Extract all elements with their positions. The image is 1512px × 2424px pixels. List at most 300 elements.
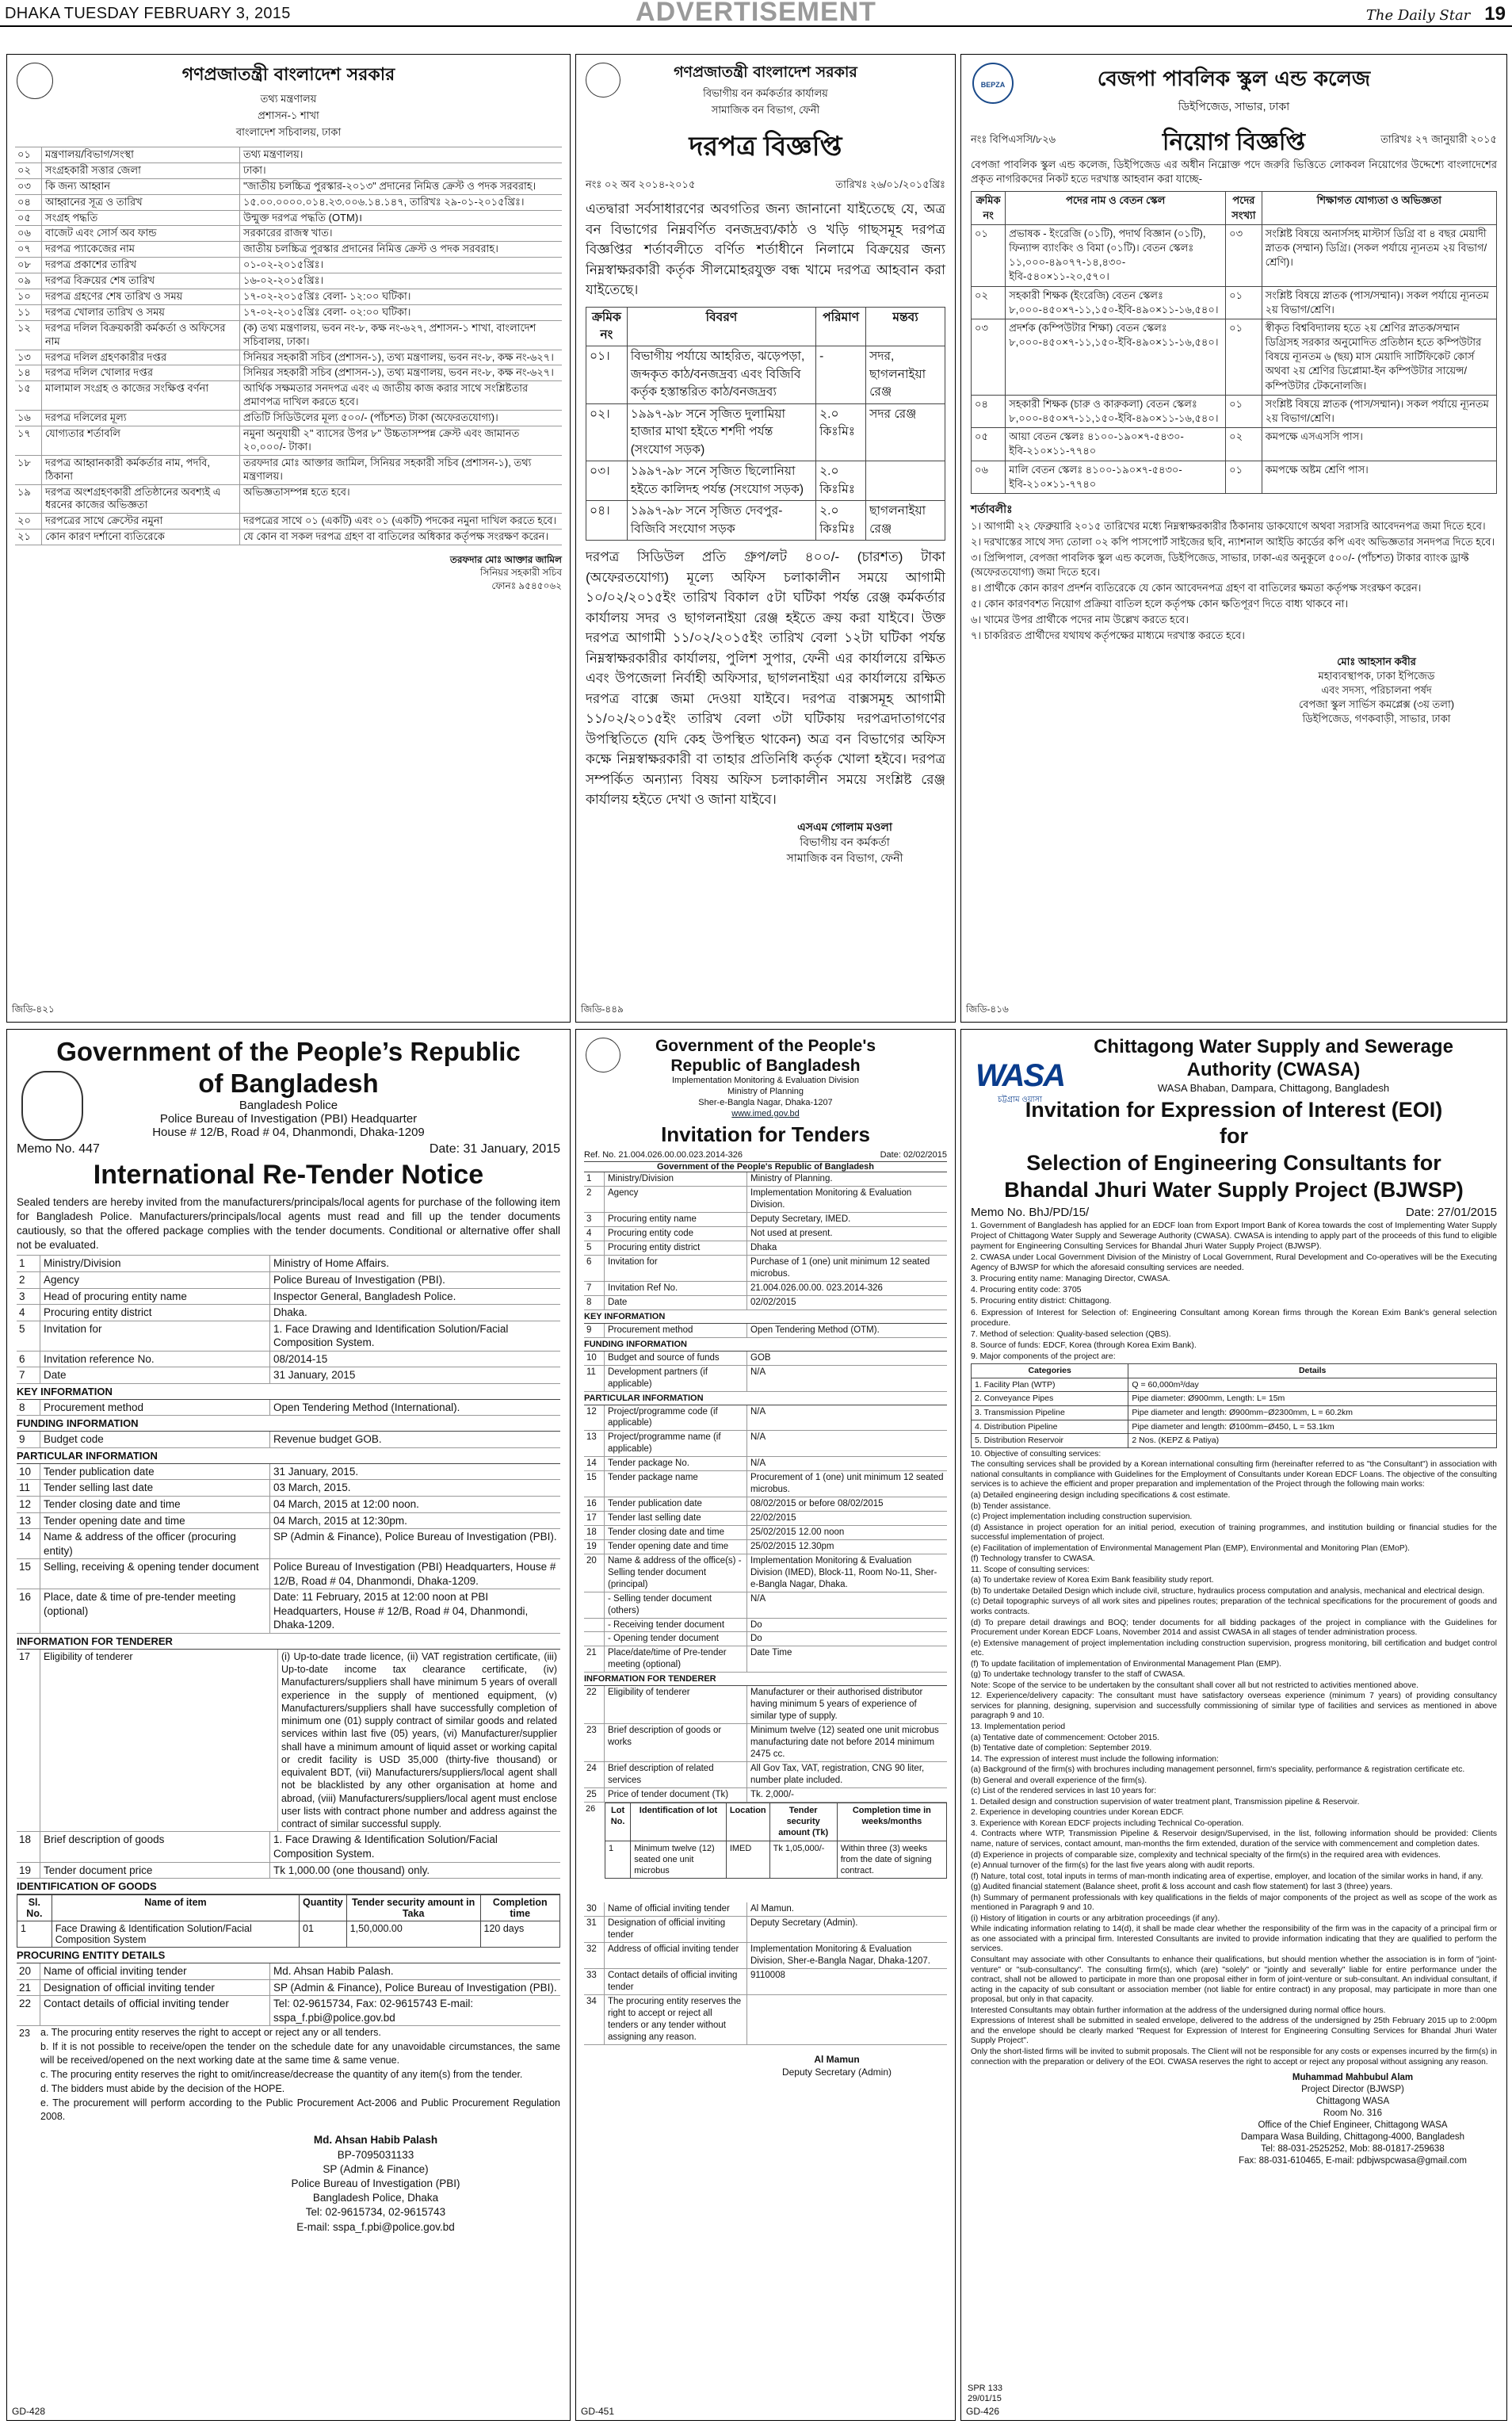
- ad3-sign-title: মহাব্যবস্থাপক, ঢাকা ইপিজেড: [1318, 669, 1435, 682]
- row-number: ১৮: [15, 456, 42, 484]
- table-row: [584, 1788, 947, 1803]
- paragraph: (a) Tentative date of commencement: October 2015.: [971, 1733, 1159, 1742]
- ad-imed-tender: [575, 1029, 956, 2421]
- table-row: [15, 321, 562, 350]
- row-value: প্রতিটি সিডিউলের মূল্য ৫০০/- (পাঁচশত) টাকা (অফেরতযোগ্য)।: [243, 411, 498, 424]
- ad3-posts-table: [971, 191, 1497, 494]
- ad5-date: Date: 02/02/2015: [880, 1150, 947, 1160]
- table-cell: 5. Distribution Reservoir: [972, 1434, 1128, 1448]
- ad3-signature: [1256, 655, 1497, 727]
- row-value: 22/02/2015: [750, 1513, 796, 1523]
- row-value: Tk. 2,000/-: [750, 1789, 794, 1799]
- paragraph: (c) List of the rendered services in last 10 years for:: [971, 1787, 1157, 1796]
- note-item: e. The procurement will perform according to the Public Procurement Act-2006 and Public Procurement Regulation 2008.: [40, 2097, 560, 2122]
- ad4-intro: Sealed tenders are hereby invited from the manufacturers/principals/local agents for purchase of the following item for Bangladesh Police. Manufacturers/principals/local agents must read and fill up the tender documents cautiously, so that the offered package complies with the tender documents. Conditional or alternative offer shall not be evaluated.: [17, 1196, 560, 1251]
- ad4-signature: [191, 2133, 560, 2235]
- row-value: 04 March, 2015 at 12:30pm.: [273, 1514, 407, 1527]
- ad1-header: গণপ্রজাতন্ত্রী বাংলাদেশ সরকার: [181, 65, 395, 85]
- ad3-intro: বেপজা পাবলিক স্কুল এন্ড কলেজ, ডিইপিজেড এর অধীন নিম্নোক্ত পদে জরুরি ভিত্তিতে লোকবল নিয়োগের উদ্দেশ্যে বাংলাদেশের প্রকৃত নাগরিকদের নিকট হতে দরখাস্ত আহবান করা যাচ্ছে-: [971, 159, 1497, 185]
- row-value: N/A: [750, 1367, 766, 1377]
- table-cell: ০১: [1226, 461, 1262, 493]
- page-number: 19: [1484, 3, 1506, 25]
- ad4-sec-info: INFORMATION FOR TENDERER: [17, 1634, 560, 1650]
- ad1-gd-code: জিডি-৪২১: [12, 1004, 55, 1015]
- row-label: Procuring entity district: [40, 1305, 270, 1321]
- row-value: সিনিয়র সহকারী সচিব (প্রশাসন-১), তথ্য মন্ত্রণালয়, ভবন নং-৮, কক্ষ নং-৬২৭।: [243, 350, 554, 363]
- ad5-s2: Ministry of Planning: [727, 1087, 804, 1097]
- row-label: Project/programme name (if applicable): [605, 1431, 747, 1456]
- ad1-sign-name: তরফদার মোঃ আক্তার জামিল: [449, 554, 562, 566]
- govt-emblem-icon: [586, 1038, 620, 1072]
- row-number: 18: [584, 1526, 605, 1539]
- ad2-items-table: [586, 307, 945, 541]
- row-label: Name & address of the office(s) - Selling tender document (principal): [605, 1554, 747, 1592]
- ad6-t2: for: [1220, 1124, 1248, 1149]
- table-row: [15, 426, 562, 456]
- column-header: Tender security amount in Taka: [346, 1895, 480, 1921]
- ad4-s1: Bangladesh Police: [239, 1099, 338, 1113]
- ad5-ref: Ref. No. 21.004.026.00.00.023.2014-326: [584, 1150, 743, 1160]
- ad5-table-head: Government of the People's Republic of Bangladesh: [584, 1161, 947, 1172]
- term-item: ৭। চাকরিরত প্রার্থীদের যথাযথ কর্তৃপক্ষের মাধ্যমে দরখাস্ত করতে হবে।: [971, 629, 1245, 641]
- row-value: Dhaka.: [273, 1306, 307, 1319]
- table-row: [15, 381, 562, 411]
- ad6-sign-room: Room No. 316: [1323, 2108, 1383, 2118]
- paragraph: (a) Background of the firm(s) with brochures including management personnel, firm's speciality, performance & registration certificate etc.: [971, 1765, 1465, 1775]
- row-label: দরপত্র দলিল গ্রহণকারীর দপ্তর: [42, 350, 240, 365]
- table-row: [15, 411, 562, 426]
- table-cell: প্রভাষক - ইংরেজি (০১টি), পদার্থ বিজ্ঞান (০১টি), ফিন্যান্স ব্যাংকিং ও বিমা (০১টি)। বেতন স্কেলঃ ১১,০০০-৪৯০৭৭-১৪,৪৩০-ইবি-৫৪০×১১-২০,৫৭০।: [1006, 224, 1226, 286]
- row-label: দরপত্র গ্রহণের শেষ তারিখ ও সময়: [42, 289, 240, 304]
- table-row: [584, 1256, 947, 1282]
- row-label: Invitation Ref No.: [605, 1282, 747, 1295]
- row-label: - Opening tender document: [605, 1632, 747, 1646]
- paragraph: (b) To undertake Detailed Design which include civil, structure, hydraulics process computation and analysis, mechanical and electrical design.: [971, 1586, 1485, 1596]
- column-header: ক্রমিক নং: [972, 192, 1006, 224]
- table-row: [17, 1256, 560, 1272]
- row-label: Designation of official inviting tender: [40, 1980, 270, 1996]
- row-label: Procuring entity name: [605, 1213, 747, 1226]
- table-row: [972, 319, 1497, 395]
- table-row: [17, 1529, 560, 1559]
- row-label: Place, date & time of pre-tender meeting (optional): [40, 1589, 270, 1633]
- paragraph: 4. Contracts where WTP, Transmission Pipeline & Reservoir design/Supervised, in the list, following information should be provided: Clients name, nature of services, contact amount, man-months the firm extended, duration of the service with commencement and completion dates.: [971, 1829, 1497, 1849]
- table-row: [584, 1324, 947, 1338]
- row-number: 11: [584, 1366, 605, 1391]
- table-row: [584, 1917, 947, 1943]
- row-value: 08/2014-15: [273, 1352, 328, 1365]
- ad3-date: তারিখঃ ২৭ জানুয়ারী ২০১৫: [1380, 133, 1497, 145]
- table-cell: ০২: [972, 286, 1006, 319]
- row-value: Implementation Monitoring & Evaluation Division, Sher-e-Bangla Nagar, Dhaka-1207.: [750, 1944, 930, 1967]
- ad5-sign-name: Al Mamun: [814, 2053, 860, 2065]
- row-number: ০৩: [15, 179, 42, 194]
- table-cell: 1: [17, 1921, 52, 1948]
- ad5-h2: Republic of Bangladesh: [670, 1057, 861, 1076]
- column-header: ক্রমিক নং: [586, 307, 628, 346]
- ad5-lot-n: 26: [586, 1803, 596, 1814]
- paper-name: The Daily Star: [1365, 7, 1471, 24]
- paragraph: 11. Scope of consulting services:: [971, 1565, 1090, 1574]
- row-number: ১৪: [15, 365, 42, 380]
- term-item: ৫। কোন কারণবশত নিয়োগ প্রক্রিয়া বাতিল হলে কর্তৃপক্ষ কোন ক্ষতিপূরণ দিতে বাধ্য থাকবে না।: [971, 598, 1349, 610]
- wasa-logo-icon: [972, 1058, 1067, 1107]
- row-number: 32: [584, 1943, 605, 1968]
- table-row: [17, 1513, 560, 1530]
- row-number: 13: [17, 1513, 40, 1529]
- table-row: [17, 1832, 560, 1862]
- paragraph: 10. Objective of consulting services:: [971, 1449, 1102, 1459]
- ad2-header: গণপ্রজাতন্ত্রী বাংলাদেশ সরকার: [674, 63, 857, 81]
- paragraph: Consultant may associate with other Consultants to enhance their qualifications, but should mention whether the association is in form of "joint-venture" or "sub-consultancy". The consulting firm(s), which (are) "solely" or "jointly and severally" liable for entire performance under the contract, shall not be allowed to participate in more than one proposal either in form of joint-venture or sub-consultant. An individual consultant, if acting in the capacity of sub consultant or association member (not liable for entire contract) in any proposal, may participate in more than one proposal, but only in that capacity.: [971, 1956, 1497, 2005]
- row-number: ০৫: [15, 211, 42, 226]
- row-label: Budget code: [40, 1432, 270, 1447]
- table-row: [584, 1366, 947, 1392]
- row-number: ১১: [15, 305, 42, 320]
- table-cell: ০৩।: [586, 461, 628, 501]
- row-value: তথ্য মন্ত্রণালয়।: [243, 148, 304, 160]
- row-number: 4: [17, 1305, 40, 1321]
- row-label: যোগ্যতার শর্তাবলি: [42, 426, 240, 455]
- row-label: আহ্বানের সূত্র ও তারিখ: [42, 195, 240, 210]
- page-masthead: [0, 0, 1512, 27]
- paragraph: 3. Procuring entity name: Managing Director, CWASA.: [971, 1274, 1170, 1284]
- row-value: Ministry of Home Affairs.: [273, 1257, 390, 1270]
- ad6-sign-title: Project Director (BJWSP): [1301, 2084, 1404, 2094]
- paragraph: (d) Experience in projects of comparable size, complexity and technical specialty of the firm(s) in the required area with evidences.: [971, 1850, 1441, 1860]
- note-item: b. If it is not possible to receive/open the tender on the schedule date for any unavoidable circumstances, the same will be received/opened on the next working date at the same time & same venue.: [40, 2041, 560, 2066]
- ad6-s1: WASA Bhaban, Dampara, Chittagong, Bangladesh: [1157, 1081, 1390, 1094]
- row-label: Tender closing date and time: [40, 1497, 270, 1512]
- table-row: [584, 1969, 947, 1995]
- ad4-h1: Government of the People’s Republic: [56, 1037, 521, 1066]
- row-label: Place/date/time of Pre-tender meeting (optional): [605, 1646, 747, 1672]
- paragraph: (d) To prepare detail drawings and BOQ; tender documents for all bidding packages of the project in compliance with the Guidelines for Procurement under Korean EDCF Loans, November 2014 and assist CWASA in all stages of tender administration process.: [971, 1618, 1497, 1638]
- table-cell: ১৯৯৭-৯৮ সনে সৃজিত দুলামিয়া হাজার মাথা হইতে শর্শদী পর্যন্ত (সংযোগ সড়ক): [627, 403, 815, 461]
- wasa-logo-sub: চট্টগ্রাম ওয়াসা: [997, 1095, 1043, 1104]
- table-row: [586, 461, 945, 501]
- row-label: Agency: [605, 1187, 747, 1212]
- row-value: আর্থিক সক্ষমতার সনদপত্র এবং এ জাতীয় কাজ করার সাথে সংশ্লিষ্টতার প্রমাণপত্র দাখিল করতে হবে।: [243, 382, 529, 408]
- row-number: 16: [17, 1589, 40, 1633]
- row-value: 9110008: [750, 1971, 785, 1981]
- row-number: 17: [584, 1512, 605, 1525]
- row-number: 11: [17, 1480, 40, 1496]
- table-cell: 1: [605, 1841, 631, 1879]
- row-value: নমুনা অনুযায়ী ২" ব্যাসের উপর ৮" উচ্চতাসম্পন্ন ক্রেস্ট এবং জামানত ২০,০০০/- টাকা।: [243, 427, 520, 453]
- table-row: [17, 1321, 560, 1352]
- table-cell: 01: [300, 1921, 347, 1948]
- column-header: Quantity: [300, 1895, 347, 1921]
- table-row: [17, 1432, 560, 1448]
- row-value: N/A: [750, 1406, 766, 1417]
- row-number: 22: [17, 1996, 40, 2025]
- table-row: [17, 1589, 560, 1634]
- table-cell: মালি বেতন স্কেলঃ ৪১০০-১৯০×৭-৫৪৩০-ইবি-২১০×১১-৭৭৪০: [1006, 461, 1226, 493]
- ad5-sec-info: INFORMATION FOR TENDERER: [584, 1673, 947, 1686]
- row-number: 10: [17, 1464, 40, 1480]
- table-cell: সদর, ছাগলনাইয়া রেঞ্জ: [866, 346, 945, 403]
- row-label: Ministry/Division: [40, 1256, 270, 1271]
- table-row: [17, 1863, 560, 1879]
- row-number: ০২: [15, 163, 42, 178]
- table-cell: ০৩: [972, 319, 1006, 395]
- row-value: N/A: [750, 1432, 766, 1443]
- ad5-website-link[interactable]: www.imed.gov.bd: [731, 1108, 800, 1118]
- table-cell: ১৯৯৭-৯৮ সনে সৃজিত ছিলোনিয়া হইতে কালিদহ পর্যন্ত (সংযোগ সড়ক): [627, 461, 815, 501]
- table-cell: IMED: [726, 1841, 769, 1879]
- table-row: [972, 1378, 1497, 1392]
- row-value: Minimum twelve (12) seated one unit microbus manufacturing date not before 2014 minimum 2475 cc.: [750, 1726, 939, 1759]
- table-cell: Within three (3) weeks from the date of signing contract.: [837, 1841, 946, 1879]
- ad6-spr-no: SPR 133: [968, 2383, 1003, 2393]
- row-value: 31 January, 2015: [273, 1369, 356, 1382]
- row-number: 3: [17, 1289, 40, 1305]
- table-cell: কমপক্ষে অষ্টম শ্রেণি পাস।: [1262, 461, 1496, 493]
- row-label: Name & address of the officer (procuring entity): [40, 1529, 270, 1558]
- ad5-ref-row: [584, 1150, 947, 1160]
- row-number: 15: [17, 1559, 40, 1589]
- table-cell: ০১: [1226, 319, 1262, 395]
- ad1-sub3: বাংলাদেশ সচিবালয়, ঢাকা: [235, 126, 342, 138]
- row-value: Police Bureau of Investigation (PBI).: [273, 1273, 445, 1286]
- paragraph: (c) Detail topographic surveys of all work sites and pipelines routes; preparation of the technical specifications for the procurement of goods and works contracts.: [971, 1597, 1497, 1616]
- paper-page: [1366, 3, 1506, 25]
- table-row: [972, 395, 1497, 427]
- ad6-sign-office: Office of the Chief Engineer, Chittagong WASA: [1258, 2120, 1448, 2130]
- table-cell: ০১: [972, 224, 1006, 286]
- note-item: d. The bidders must abide by the decision of the HOPE.: [40, 2082, 285, 2094]
- row-label: Tender closing date and time: [605, 1526, 747, 1539]
- ad5-s3: Sher-e-Bangla Nagar, Dhaka-1207: [698, 1097, 833, 1107]
- ad6-sign-fax: Fax: 88-031-610465, E-mail: pdbjwspcwasa@gmail.com: [1239, 2155, 1467, 2166]
- table-row: [584, 1296, 947, 1310]
- table-row: [584, 1526, 947, 1540]
- table-cell: স্বীকৃত বিশ্ববিদ্যালয় হতে ২য় শ্রেণির স্নাতক/সম্মান ডিগ্রিসহ সরকার অনুমোদিত প্রতিষ্ঠান হতে কম্পিউটার বিষয়ে ন্যূনতম ৬ (ছয়) মাস মেয়াদি সার্টিফিকেট কোর্স অথবা ২য় শ্রেণির ডিপ্লোমা-ইন কম্পিউটার সায়েন্স/কম্পিউটার টেকনোলজি।: [1262, 319, 1496, 395]
- row-label: Procuring entity district: [605, 1241, 747, 1255]
- table-cell: ০৫: [972, 428, 1006, 461]
- row-number: ০১: [15, 147, 42, 162]
- row-label: Project/programme code (if applicable): [605, 1405, 747, 1431]
- table-row: [972, 1392, 1497, 1406]
- row-value: Revenue budget GOB.: [273, 1433, 382, 1446]
- paragraph: (i) History of litigation in courts or any arbitration proceedings (if any).: [971, 1914, 1220, 1923]
- row-number: [584, 1592, 605, 1618]
- term-item: ১। আগামী ২২ ফেব্রুয়ারি ২০১৫ তারিখের মধ্যে নিম্নস্বাক্ষরকারীর ঠিকানায় ডাকযোগে অথবা সরাসরি আবেদনপত্র জমা দিতে হবে।: [971, 519, 1486, 532]
- row-number: ২০: [15, 514, 42, 529]
- row-label: Agency: [40, 1272, 270, 1288]
- ad4-goods-table: [17, 1894, 560, 1948]
- ad4-title: International Re-Tender Notice: [93, 1160, 484, 1191]
- govt-emblem-icon: [586, 63, 620, 97]
- ad4-elig-v: (i) Up-to-date trade licence, (ii) VAT registration certificate, (iii) Up-to-date income tax clearance certificate, (iv) Manufacturers/suppliers shall have minimum 5 years of overall experience in the supply of mentioned equipment, (v) Manufacturers/suppliers shall have successfully completion of minimum one (01) supply contract of similar goods and related services within last five (05) years, (vi) Manufacturer/supplier shall have a minimum amount of liquid asset or working capital or credit facility is USD 35,000 (thirty-five thousand) or equivalent BDT, (vii) Manufacturers/suppliers/local agent shall not be blacklisted by any other organisation at home and abroad, (viii) Manufacturers/suppliers/local agent must enclose user lists with contract phone number and address against the contract of similar successful supply.: [281, 1650, 557, 1830]
- table-cell: ০৬: [972, 461, 1006, 493]
- ad4-sign-mail: E-mail: sspa_f.pbi@police.gov.bd: [296, 2220, 455, 2233]
- paragraph: While indicating information relating to 14(d), it shall be made clear whether the responsibility of the firm was in the capacity of a principal firm or as one associated with a principal firm. Interested Consultants are invited to provide information indicating that they are qualified to perform the services.: [971, 1925, 1497, 1954]
- table-row: [15, 485, 562, 514]
- row-number: ২১: [15, 530, 42, 545]
- table-row: [584, 1431, 947, 1457]
- row-number: 4: [584, 1227, 605, 1241]
- paragraph: Note: Scope of the service to be undertaken by the consultant shall cover all but not restricted to activities mentioned above.: [971, 1680, 1418, 1690]
- row-label: দরপত্র প্যাকেজের নাম: [42, 242, 240, 257]
- row-value: Md. Ahsan Habib Palash.: [273, 1965, 394, 1978]
- row-value: Manufacturer or their authorised distributor having minimum 5 years of experience of similar type of supply.: [750, 1688, 923, 1722]
- table-cell: ছাগলনাইয়া রেঞ্জ: [866, 501, 945, 541]
- table-row: [972, 1406, 1497, 1420]
- row-label: সংগ্রহ পদ্ধতি: [42, 211, 240, 226]
- ad4-date: Date: 31 January, 2015: [429, 1142, 560, 1157]
- ad6-components-table: [971, 1363, 1497, 1448]
- table-row: [584, 1540, 947, 1554]
- row-value: SP (Admin & Finance), Police Bureau of Investigation (PBI).: [273, 1531, 557, 1543]
- paragraph: (c) Project implementation including construction supervision.: [971, 1512, 1193, 1522]
- row-label: Tender publication date: [605, 1497, 747, 1511]
- ad6-scope: [971, 1450, 1497, 2067]
- row-number: ১৬: [15, 411, 42, 426]
- table-row: [17, 1921, 560, 1948]
- row-label: Procurement method: [40, 1400, 270, 1416]
- table-cell: Pipe diameter and length: Ø100mm~Ø450, L = 53.1km: [1128, 1420, 1497, 1434]
- table-row: [972, 1434, 1497, 1448]
- row-number: 34: [584, 1995, 605, 2044]
- ad5-sec-fund: FUNDING INFORMATION: [584, 1338, 947, 1352]
- table-row: [584, 1943, 947, 1969]
- row-label: Address of official inviting tender: [605, 1943, 747, 1968]
- ad2-sign-org: সামাজিক বন বিভাগ, ফেনী: [786, 851, 903, 864]
- ad6-gd-code: GD-426: [966, 2406, 1000, 2417]
- govt-emblem-icon: [17, 63, 53, 99]
- paragraph: 13. Implementation period: [971, 1722, 1066, 1731]
- row-label: Procuring entity code: [605, 1227, 747, 1241]
- ad3-sign-name: মোঃ আহসান কবীর: [1337, 655, 1416, 667]
- column-header: Lot No.: [605, 1803, 631, 1841]
- row-label: Date: [605, 1296, 747, 1309]
- ad-pbi-retender: [6, 1029, 571, 2421]
- table-row: [584, 1282, 947, 1296]
- ad6-spr-date: 29/01/15: [968, 2393, 1002, 2403]
- ad2-gd-code: জিডি-৪৪৯: [581, 1004, 624, 1015]
- row-number: 12: [17, 1497, 40, 1512]
- row-number: 20: [584, 1554, 605, 1592]
- ad5-s1: Implementation Monitoring & Evaluation Division: [671, 1076, 859, 1086]
- table-row: [586, 501, 945, 541]
- ad3-sign-t4: ডিইপিজেড, গণকবাড়ী, সাভার, ঢাকা: [1302, 713, 1451, 725]
- row-value: Not used at present.: [750, 1229, 833, 1239]
- ad3-gd-code: জিডি-৪১৬: [966, 1004, 1009, 1015]
- ad1-sub1: তথ্য মন্ত্রণালয়: [260, 93, 317, 105]
- ad4-table-fund: [17, 1432, 560, 1448]
- row-label: Tender selling last date: [40, 1480, 270, 1496]
- row-value: SP (Admin & Finance), Police Bureau of Investigation (PBI).: [273, 1981, 557, 1994]
- row-value: ১৭-০২-২০১৫খ্রিঃ বেলা- ০২:০০ ঘটিকা।: [243, 305, 411, 318]
- table-cell: ০১: [1226, 395, 1262, 427]
- row-label: - Selling tender document (others): [605, 1592, 747, 1618]
- table-row: [15, 226, 562, 242]
- row-number: 9: [584, 1324, 605, 1337]
- row-number: 25: [584, 1788, 605, 1802]
- row-value: "জাতীয় চলচ্চিত্র পুরস্কার-২০১৩" প্রদানের নিমিত্ত ক্রেস্ট ও পদক সরবরাহ।: [243, 179, 536, 192]
- table-cell: আয়া বেতন স্কেলঃ ৪১০০-১৯০×৭-৫৪৩০-ইবি-২১০×১১-৭৭৪০: [1006, 428, 1226, 461]
- ad5-signature: [727, 2053, 947, 2078]
- ad4-sign-tel: Tel: 02-9615734, 02-9615743: [305, 2206, 446, 2219]
- row-number: ১২: [15, 321, 42, 350]
- table-row: [584, 1512, 947, 1526]
- column-header: Sl. No.: [17, 1895, 52, 1921]
- ad4-table-proc: [17, 1963, 560, 2026]
- ad4-sec-key: KEY INFORMATION: [17, 1384, 560, 1400]
- term-item: ৩। প্রিন্সিপাল, বেপজা পাবলিক স্কুল এন্ড কলেজ, ডিইপিজেড, সাভার, ঢাকা-এর অনুকূলে ৫০০/- (পাঁচশত) টাকার ব্যাংক ড্রাফ্ট (অফেরতযোগ্য) জমা দিতে হবে।: [971, 551, 1469, 579]
- ad4-notes: [17, 2026, 560, 2124]
- row-number: 1: [584, 1172, 605, 1186]
- table-cell: ০২।: [586, 403, 628, 461]
- row-number: 19: [584, 1540, 605, 1554]
- row-label: Brief description of related services: [605, 1762, 747, 1787]
- paragraph: (d) Assistance in project operation for an initial period, execution of training programmes, and institution building or financial studies for the successful implementation of project.: [971, 1523, 1497, 1543]
- row-number: 19: [17, 1863, 40, 1879]
- table-row: [17, 1305, 560, 1321]
- table-row: [15, 514, 562, 530]
- row-label: Tender opening date and time: [605, 1540, 747, 1554]
- column-header: পদের সংখ্যা: [1226, 192, 1262, 224]
- row-number: 6: [584, 1256, 605, 1281]
- ad4-memo-row: [17, 1142, 560, 1157]
- row-number: 8: [17, 1400, 40, 1416]
- table-cell: কমপক্ষে এসএসসি পাস।: [1262, 428, 1496, 461]
- table-row: [17, 1400, 560, 1417]
- row-number: [584, 1632, 605, 1646]
- row-number: 9: [17, 1432, 40, 1447]
- row-value: 21.004.026.00.00. 023.2014-326: [750, 1283, 883, 1293]
- police-emblem-icon: [21, 1071, 83, 1141]
- paragraph: (a) To undertake review of Korea Exim Bank feasibility study report.: [971, 1576, 1214, 1585]
- ad5-sec-key: KEY INFORMATION: [584, 1310, 947, 1324]
- table-row: [15, 365, 562, 381]
- table-row: [972, 286, 1497, 319]
- row-value: ১৭-০২-২০১৫খ্রিঃ বেলা- ১২:০০ ঘটিকা।: [243, 290, 411, 303]
- row-value: Do: [750, 1619, 762, 1630]
- table-row: [584, 1352, 947, 1366]
- paragraph: (f) To update facilitation of implementation of Environmental Management Plan (EMP).: [971, 1659, 1281, 1669]
- row-label: দরপত্র খোলার তারিখ ও সময়: [42, 305, 240, 320]
- row-value: 02/02/2015: [750, 1297, 796, 1307]
- term-item: ৬। খামের উপর প্রার্থীকে পদের নাম উল্লেখ করতে হবে।: [971, 614, 1189, 625]
- table-cell: Pipe diameter: Ø900mm, Length: L= 15m: [1128, 1392, 1497, 1406]
- row-label: Head of procuring entity name: [40, 1289, 270, 1305]
- ad3-sub: ডিইপিজেড, সাভার, ঢাকা: [1178, 100, 1290, 113]
- row-value: জাতীয় চলচ্চিত্র পুরস্কার প্রদানের নিমিত্ত ক্রেস্ট ও পদক সরবরাহ।: [243, 243, 498, 255]
- ad2-sign-title: বিভাগীয় বন কর্মকর্তা: [800, 835, 890, 849]
- table-row: [15, 273, 562, 289]
- row-label: Selling, receiving & opening tender document: [40, 1559, 270, 1589]
- row-number: 21: [584, 1646, 605, 1672]
- row-number: 16: [584, 1497, 605, 1511]
- ad2-sub1: বিভাগীয় বন কর্মকর্তার কার্যালয়: [703, 87, 828, 99]
- column-header: Tender security amount (Tk): [769, 1803, 837, 1841]
- row-label: Tender last selling date: [605, 1512, 747, 1525]
- row-label: Tender package name: [605, 1471, 747, 1497]
- ad4-notes-n: 23: [19, 2028, 30, 2040]
- row-value: সিনিয়র সহকারী সচিব (প্রশাসন-১), তথ্য মন্ত্রণালয়, ভবন নং-৮, কক্ষ নং-৬২৭।: [243, 366, 554, 379]
- column-header: Location: [726, 1803, 769, 1841]
- ad6-sign-tel: Tel: 88-031-2525252, Mob: 88-01817-259638: [1261, 2143, 1445, 2154]
- table-row: [15, 147, 562, 163]
- table-cell: সংশ্লিষ্ট বিষয়ে অনার্সসহ মাস্টার্স ডিগ্রি বা ৪ বছর মেয়াদী স্নাতক (সম্মান) ডিগ্রি। (সকল পর্যায়ে ন্যূনতম ২য় বিভাগ/শ্রেণি)।: [1262, 224, 1496, 286]
- ad4-sign-title: SP (Admin & Finance): [323, 2162, 429, 2175]
- row-value: Inspector General, Bangladesh Police.: [273, 1290, 456, 1302]
- row-label: দরপত্র আহ্বানকারী কর্মকর্তার নাম, পদবি, ঠিকানা: [42, 456, 240, 484]
- ad4-table-general: [17, 1255, 560, 1383]
